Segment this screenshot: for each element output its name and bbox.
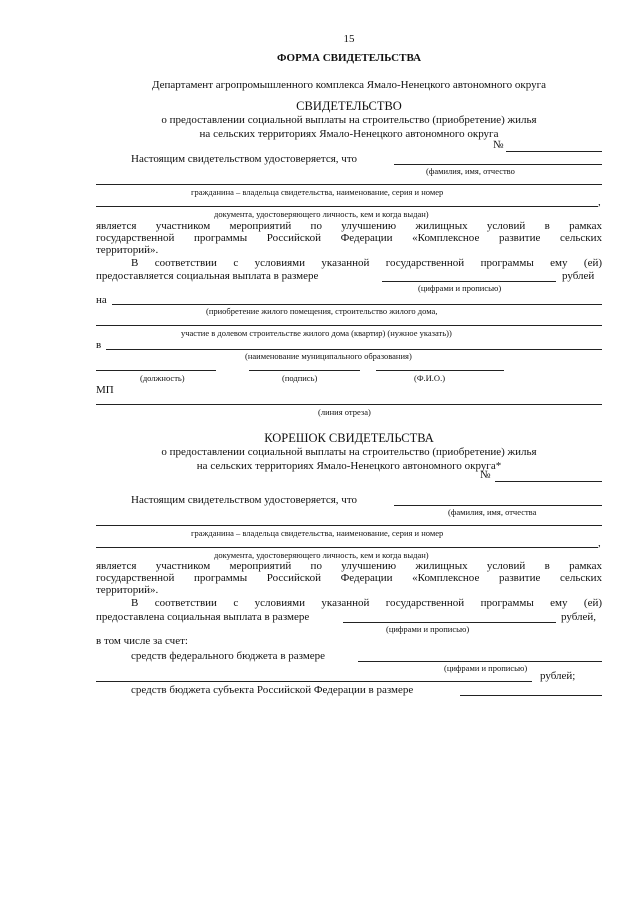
stub-participant-3: территорий». xyxy=(96,584,159,596)
stub-subtitle-1: о предоставлении социальной выплаты на строительство (приобретение) жилья xyxy=(161,446,537,458)
certificate-caption-name: (Ф.И.О.) xyxy=(414,373,446,383)
stub-subtitle-2: на сельских территориях Ямало-Ненецкого автономного округа* xyxy=(196,460,502,472)
certificate-signature-line[interactable] xyxy=(249,370,360,371)
caption-cut-line: (линия отреза) xyxy=(318,407,371,417)
stub-fio-line[interactable] xyxy=(394,505,602,506)
stub-caption-amount: (цифрами и прописью) xyxy=(386,624,470,634)
stub-title: КОРЕШОК СВИДЕТЕЛЬСТВА xyxy=(264,431,434,445)
stub-amount-line[interactable] xyxy=(343,622,556,623)
certificate-caption-purpose-2: участие в долевом строительстве жилого дома (квартир) (нужное указать)) xyxy=(181,328,452,338)
stub-subject: средств бюджета субъекта Российской Федерации в размере xyxy=(131,684,414,696)
stub-federal-line[interactable] xyxy=(358,661,602,662)
certificate-na: на xyxy=(96,294,107,306)
certificate-caption-municipality: (наименование муниципального образования) xyxy=(245,351,412,361)
certificate-comma: , xyxy=(598,196,601,208)
certificate-caption-purpose-1: (приобретение жилого помещения, строительство жилого дома, xyxy=(206,306,438,316)
certificate-purpose-line[interactable] xyxy=(112,304,602,305)
stub-accordance-2: предоставлена социальная выплата в размере xyxy=(96,611,310,623)
certificate-subtitle-2: на сельских территориях Ямало-Ненецкого автономного округа xyxy=(199,128,499,140)
certificate-v: в xyxy=(96,339,102,351)
certificate-number-line[interactable] xyxy=(506,151,602,152)
stub-number-label: № xyxy=(480,469,491,481)
certificate-purpose-line-2[interactable] xyxy=(96,325,602,326)
certificate-caption-signature: (подпись) xyxy=(282,373,318,383)
form-title: ФОРМА СВИДЕТЕЛЬСТВА xyxy=(276,52,422,64)
stub-caption-citizen: гражданина – владельца свидетельства, наименование, серия и номер xyxy=(191,528,444,538)
stub-accordance-1: В соответствии с условиями указанной государственной программы ему (ей) xyxy=(131,597,602,609)
certificate-caption-fio: (фамилия, имя, отчество xyxy=(426,166,515,176)
stub-federal-line-2[interactable] xyxy=(96,681,532,682)
certificate-caption-document: документа, удостоверяющего личность, кем и когда выдан) xyxy=(214,209,429,219)
certificate-subtitle-1: о предоставлении социальной выплаты на строительство (приобретение) жилья xyxy=(161,114,537,126)
stub-certifies: Настоящим свидетельством удостоверяется, что xyxy=(131,494,357,506)
stub-including: в том числе за счет: xyxy=(96,635,188,647)
certificate-name-line[interactable] xyxy=(376,370,504,371)
certificate-rub: рублей xyxy=(562,270,595,282)
certificate-fio-line[interactable] xyxy=(394,164,602,165)
certificate-certifies: Настоящим свидетельством удостоверяется, что xyxy=(131,153,357,165)
certificate-caption-position: (должность) xyxy=(140,373,185,383)
stub-rub-2: рублей; xyxy=(540,670,576,682)
certificate-participant-1: является участником мероприятий по улучшению жилищных условий в рамках xyxy=(96,220,602,232)
certificate-caption-amount: (цифрами и прописью) xyxy=(418,283,502,293)
stub-document-line[interactable] xyxy=(96,547,598,548)
stub-subject-line[interactable] xyxy=(460,695,602,696)
stub-citizen-line[interactable] xyxy=(96,525,602,526)
department-name: Департамент агропромышленного комплекса Ямало-Ненецкого автономного округа xyxy=(152,79,546,91)
stub-caption-document: документа, удостоверяющего личность, кем и когда выдан) xyxy=(214,550,429,560)
stub-number-line[interactable] xyxy=(495,481,602,482)
stub-comma: , xyxy=(598,537,601,549)
certificate-accordance-2: предоставляется социальная выплата в размере xyxy=(96,270,319,282)
cut-line xyxy=(96,404,602,405)
certificate-municipality-line[interactable] xyxy=(106,349,602,350)
page-number: 15 xyxy=(343,33,355,45)
certificate-caption-citizen: гражданина – владельца свидетельства, наименование, серия и номер xyxy=(191,187,444,197)
certificate-title: СВИДЕТЕЛЬСТВО xyxy=(296,99,402,113)
stamp-placeholder: МП xyxy=(96,384,114,396)
certificate-document-line[interactable] xyxy=(96,206,598,207)
stub-caption-amount-2: (цифрами и прописью) xyxy=(444,663,528,673)
stub-federal: средств федерального бюджета в размере xyxy=(131,650,326,662)
stub-caption-fio: (фамилия, имя, отчества xyxy=(448,507,537,517)
stub-rub: рублей, xyxy=(561,611,597,623)
certificate-amount-line[interactable] xyxy=(382,281,556,282)
stub-participant-1: является участником мероприятий по улучшению жилищных условий в рамках xyxy=(96,560,602,572)
stub-participant-2: государственной программы Российской Федерации «Комплексное развитие сельских xyxy=(96,572,602,584)
certificate-accordance-1: В соответствии с условиями указанной государственной программы ему (ей) xyxy=(131,257,602,269)
certificate-citizen-line[interactable] xyxy=(96,184,602,185)
certificate-participant-2: государственной программы Российской Федерации «Комплексное развитие сельских xyxy=(96,232,602,244)
certificate-participant-3: территорий». xyxy=(96,244,159,256)
certificate-position-line[interactable] xyxy=(96,370,216,371)
certificate-number-label: № xyxy=(493,139,504,151)
